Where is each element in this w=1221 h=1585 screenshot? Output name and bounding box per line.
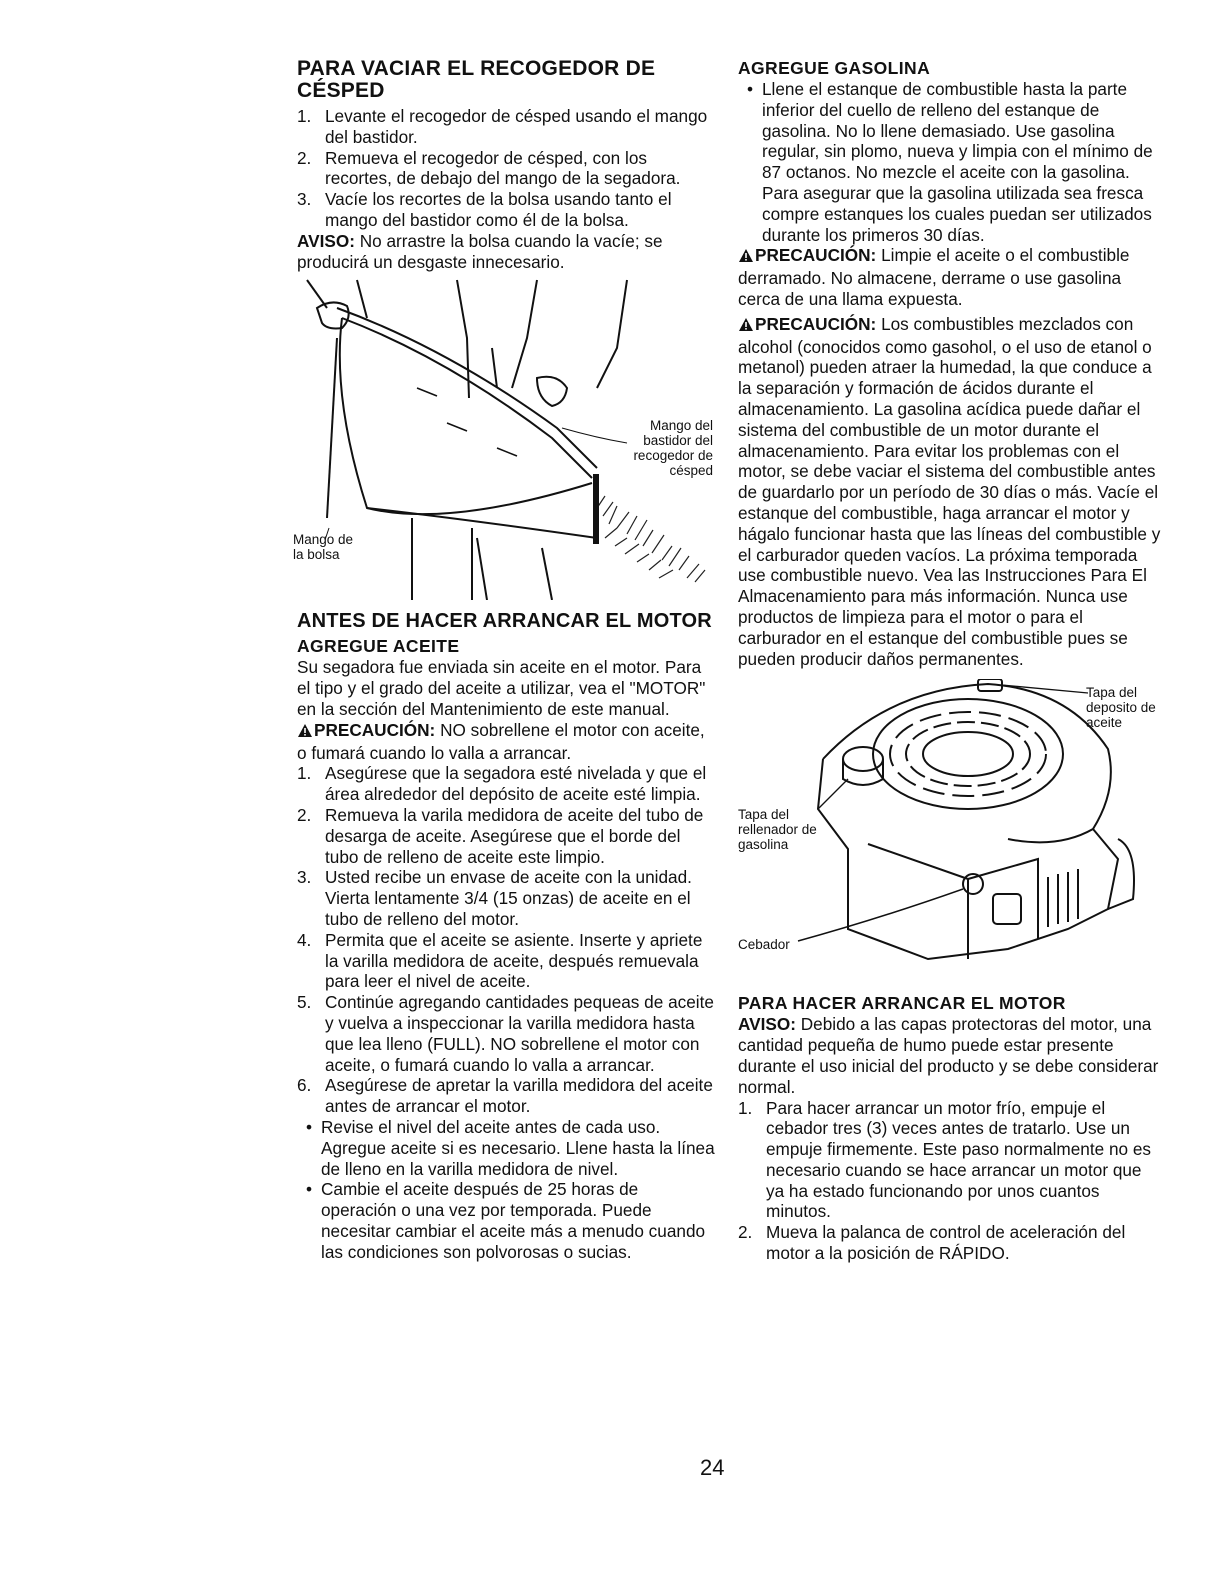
engine-figure (738, 679, 1163, 979)
oil-intro: Su segadora fue enviada sin aceite en el motor. Para el tipo y el grado del aceite a utilizar, vea el "MOTOR" en la sección del Mantenimiento de este manual. (297, 657, 706, 719)
start-engine-steps (738, 1098, 1163, 1264)
grass-catcher-figure (293, 278, 717, 600)
primer-label: Cebador (738, 937, 790, 953)
step-text: Asegúrese que la segadora esté nivelada y que el área alrededor del depósito de aceite esté limpia. (325, 763, 707, 805)
notice-text: No arrastre la bolsa cuando la vacíe; se producirá un desgaste innecesario. (297, 230, 663, 272)
bullet-text: Llene el estanque de combustible hasta la parte inferior del cuello de relleno del estanque de gasolina. No lo llene demasiado. Use gasolina regular, sin plomo, nueva y limpia con el mínimo de 87 octanos. No mezcle el aceite con la gasolina. Para asegurar que la gasolina utilizada sea fresca compre estanques los cuales puedan ser utilizados durante los primeros 30 días. (762, 79, 1153, 245)
step-text: Levante el recogedor de césped usando el mango del bastidor. (325, 106, 708, 147)
list-item (297, 1075, 717, 1117)
notice-paragraph (738, 1014, 1163, 1097)
page-number: 24 (700, 1455, 725, 1480)
step-text: Usted recibe un envase de aceite con la unidad. Vierta lentamente 3/4 (15 onzas) de aceite en el tubo de relleno del motor. (325, 867, 692, 929)
notice-label: AVISO: (297, 230, 355, 251)
warning-triangle-icon (738, 316, 754, 337)
notice-label: AVISO: (738, 1014, 796, 1035)
step-number: 4. (297, 929, 312, 950)
list-item (297, 106, 717, 148)
list-item (297, 1117, 717, 1179)
step-text: Para hacer arrancar un motor frío, empuje el cebador tres (3) veces antes de tratarlo. Use un empuje firmemente. Este paso normalmente no es necesario cuando se hace arrancar un motor que ya ha estado funcionando por unos cuantos minutos. (766, 1097, 1151, 1222)
notice-text: Debido a las capas protectoras del motor, una cantidad pequeña de humo puede estar presente durante el uso inicial del producto y se debe considerar normal. (738, 1014, 1159, 1097)
oil-bullets (297, 1117, 717, 1263)
subsection-title-add-gasoline: AGREGUE GASOLINA (738, 58, 931, 78)
right-column (738, 58, 1163, 1264)
bullet-icon: • (305, 1116, 313, 1137)
gasoline-bullets (738, 79, 1163, 245)
warning-triangle-icon (297, 722, 313, 743)
step-number: 2. (738, 1222, 753, 1243)
step-text: Permita que el aceite se asiente. Inserte y apriete la varilla medidora de aceite, después remuevala para leer el nivel de aceite. (325, 929, 703, 992)
subsection-title-start-engine: PARA HACER ARRANCAR EL MOTOR (738, 993, 1066, 1014)
add-oil-steps (297, 763, 717, 1117)
caution-text: Limpie el aceite o el combustible derramado. No almacene, derrame o use gasolina cerca de una llama expuesta. (738, 245, 1130, 309)
step-number: 5. (297, 992, 312, 1013)
step-text: Vacíe los recortes de la bolsa usando tanto el mango del bastidor como él de la bolsa. (325, 189, 672, 230)
list-item (297, 189, 717, 231)
step-text: Remueva el recogedor de césped, con los recortes, de debajo del mango de la segadora. (325, 147, 681, 189)
bullet-icon: • (305, 1179, 313, 1200)
list-item (738, 79, 1163, 245)
bullet-text: Cambie el aceite después de 25 horas de operación o una vez por temporada. Puede necesitar cambiar el aceite más a menudo cuando las condiciones son polvorosas o sucias. (321, 1179, 706, 1262)
step-number: 1. (297, 763, 312, 784)
caution-label: PRECAUCIÓN: (755, 245, 877, 266)
section-title-empty-catcher: PARA VACIAR EL RECOGEDOR DE CÉSPED (297, 57, 656, 102)
step-number: 2. (297, 804, 312, 825)
list-item (297, 805, 717, 867)
caution-paragraph (297, 720, 717, 764)
caution-paragraph (738, 245, 1163, 309)
step-text: Continúe agregando cantidades pequeas de aceite y vuelva a inspeccionar la varilla medidora hasta que lea lleno (FULL). NO sobrellene el motor con aceite, o fumará cuando lo valla a arrancar. (325, 992, 714, 1075)
notice-paragraph (297, 231, 717, 273)
step-number: 3. (297, 867, 312, 888)
caution-paragraph (738, 314, 1163, 670)
fuel-cap-label: Tapa del rellenador de gasolina (738, 807, 817, 853)
step-number: 2. (297, 147, 312, 168)
caution-text: NO sobrellene el motor con aceite, o fumará cuando lo valla a arrancar. (297, 719, 705, 763)
caution-label: PRECAUCIÓN: (755, 313, 877, 334)
caution-text: Los combustibles mezclados con alcohol (conocidos como gasohol, o el uso de etanol o metanol) pueden atraer la humedad, la que conduce a la separación y formación de ácidos durante el almacenamiento. La gasolina acídica puede dañar el sistema del combustible de un motor durante el almacenamiento. Para evitar los problemas con el motor, se debe vaciar el sistema del combustible antes de guardarlo por un período de 30 días o más. Vacíe el estanque del combustible, haga arrancar el motor y hágalo funcionar hasta que las líneas del combustible y el carburador queden vacíos. La próxima temporada use combustible nuevo. Vea las Instrucciones Para El Almacenamiento para más información. Nunca use productos de limpieza para el motor o para el carburador en el estanque del combustible pues se pueden producir daños permanentes. (738, 313, 1161, 669)
empty-catcher-steps (297, 106, 717, 231)
bag-handle-label: Mango de la bolsa (293, 532, 354, 563)
list-item (297, 992, 717, 1075)
bullet-text: Revise el nivel del aceite antes de cada uso. Agregue aceite si es necesario. Llene hasta la línea de lleno en la varilla medidora de nivel. (321, 1116, 715, 1179)
list-item (738, 1098, 1163, 1223)
step-number: 1. (297, 106, 312, 126)
bullet-icon: • (746, 79, 754, 99)
list-item (297, 148, 717, 190)
step-number: 1. (738, 1097, 753, 1118)
list-item (297, 930, 717, 992)
section-title-before-start: ANTES DE HACER ARRANCAR EL MOTOR (297, 610, 712, 633)
caution-label: PRECAUCIÓN: (314, 719, 436, 740)
list-item (738, 1222, 1163, 1264)
subsection-title-add-oil: AGREGUE ACEITE (297, 636, 460, 657)
step-text: Remueva la varila medidora de aceite del tubo de desarga de aceite. Asegúrese que el borde del tubo de relleno de aceite este limpio. (325, 804, 704, 867)
step-text: Asegúrese de apretar la varilla medidora del aceite antes de arrancar el motor. (325, 1075, 713, 1117)
warning-triangle-icon (738, 247, 754, 268)
list-item (297, 1179, 717, 1262)
step-text: Mueva la palanca de control de aceleración del motor a la posición de RÁPIDO. (766, 1222, 1126, 1264)
step-number: 6. (297, 1075, 312, 1096)
list-item (297, 763, 717, 805)
list-item (297, 867, 717, 929)
left-column (293, 57, 717, 1262)
oil-cap-label: Tapa del deposito de aceite (1086, 685, 1156, 731)
step-number: 3. (297, 189, 312, 210)
frame-handle-label: Mango del bastidor del recogedor de césped (633, 418, 713, 479)
